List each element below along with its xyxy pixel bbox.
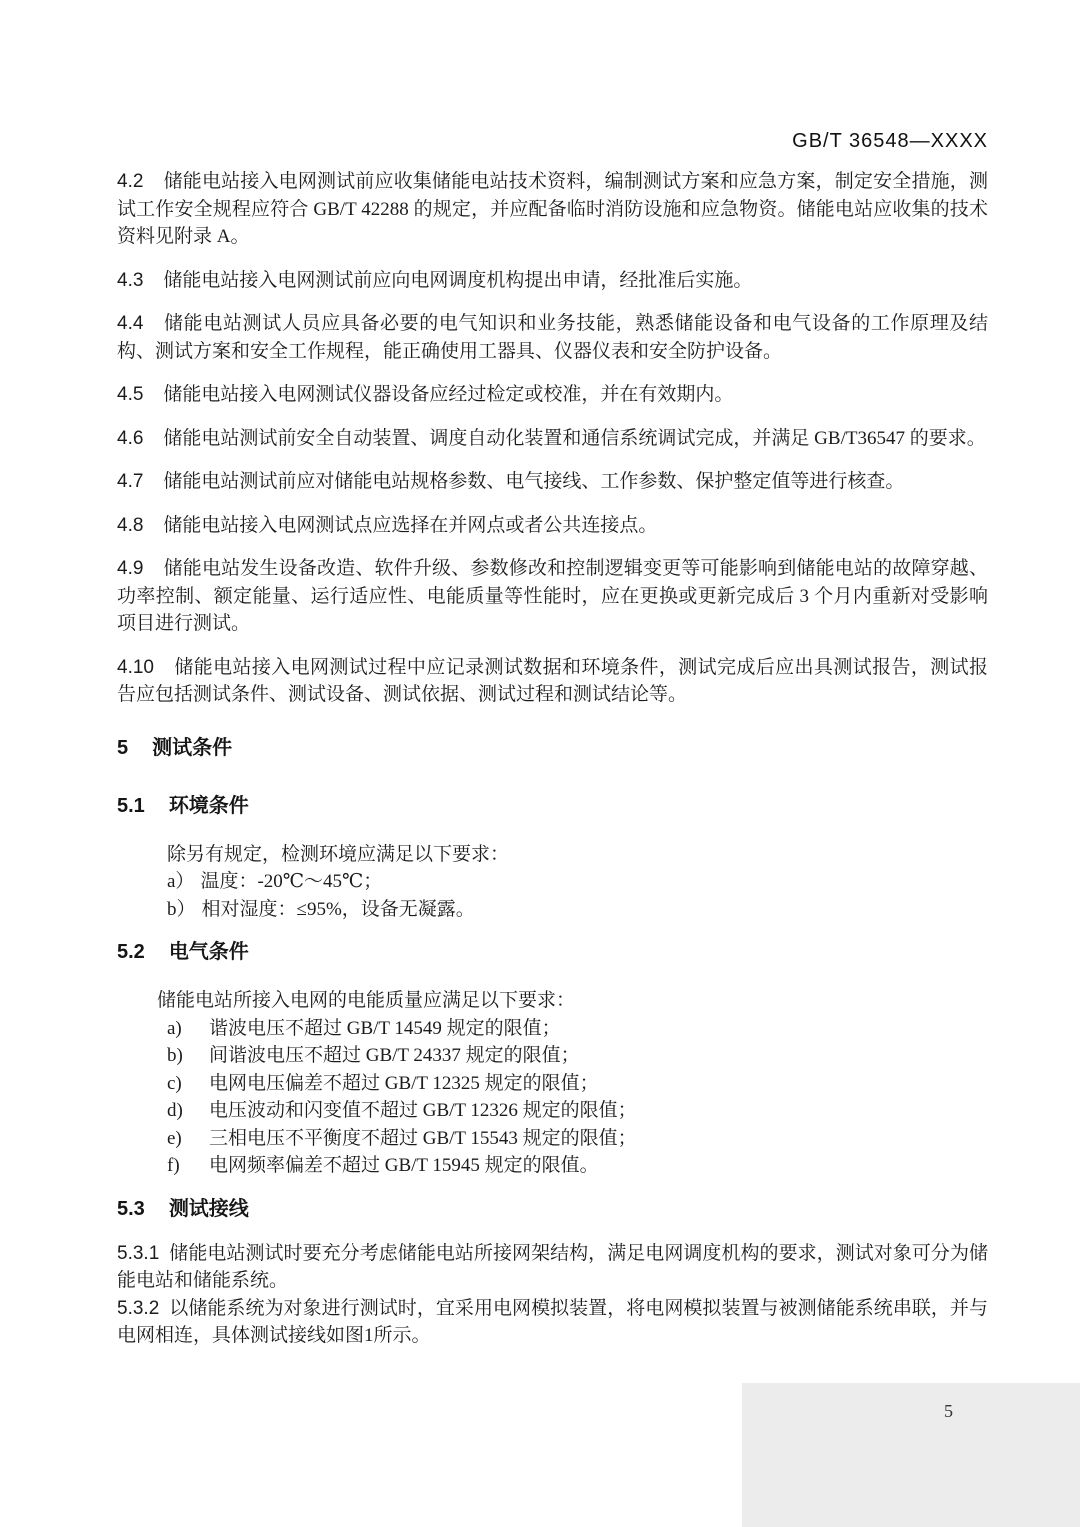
clause-text: 储能电站接入电网测试前应向电网调度机构提出申请，经批准后实施。 bbox=[163, 269, 753, 291]
clause-4-10 bbox=[117, 654, 988, 709]
section-number: 5 bbox=[117, 736, 129, 759]
clause-text: 以储能系统为对象进行测试时，宜采用电网模拟装置，将电网模拟装置与被测储能系统串联，并与电网相连，具体测试接线如图1所示。 bbox=[117, 1297, 988, 1346]
list-item-text: 温度：-20℃～45℃； bbox=[200, 871, 383, 892]
clause-number: 4.9 bbox=[117, 558, 144, 579]
clause-number: 4.10 bbox=[117, 656, 154, 678]
list-item-text: 电压波动和闪变值不超过 GB/T 12326 规定的限值； bbox=[209, 1100, 637, 1121]
section-5-1-heading bbox=[117, 795, 988, 817]
clause-text: 储能电站测试人员应具备必要的电气知识和业务技能，熟悉储能设备和电气设备的工作原理及结构、测试方案和安全工作规程，能正确使用工器具、仪器仪表和安全防护设备。 bbox=[117, 313, 988, 362]
section-5-1-intro: 除另有规定，检测环境应满足以下要求： bbox=[167, 843, 510, 865]
section-5-2-heading bbox=[117, 941, 988, 963]
list-item-5-2-e bbox=[117, 1125, 988, 1153]
list-item-label: d) bbox=[167, 1100, 183, 1121]
list-item-label: a） bbox=[167, 871, 195, 892]
clause-4-9 bbox=[117, 555, 988, 638]
clause-text: 储能电站接入电网测试前应收集储能电站技术资料，编制测试方案和应急方案，制定安全措施，测试工作安全规程应符合 GB/T 42288 的规定，并应配备临时消防设施和应急物资。储能电站应收集的技术资料见附录 A。 bbox=[117, 171, 988, 247]
section-title: 测试接线 bbox=[168, 1197, 249, 1220]
section-5-2-intro: 储能电站所接入电网的电能质量应满足以下要求： bbox=[157, 990, 576, 1011]
list-item-text: 相对湿度：≤95%，设备无凝露。 bbox=[201, 898, 475, 920]
list-item-label: b） bbox=[167, 898, 196, 920]
clause-4-3 bbox=[117, 267, 988, 295]
page-corner-shade bbox=[742, 1383, 1080, 1527]
clause-text: 储能电站接入电网测试仪器设备应经过检定或校准，并在有效期内。 bbox=[163, 384, 734, 405]
section-title: 测试条件 bbox=[152, 736, 233, 759]
list-item-5-2-c bbox=[117, 1070, 988, 1098]
list-item-5-2-d bbox=[117, 1097, 988, 1125]
clause-number: 4.6 bbox=[117, 427, 144, 449]
clause-text: 储能电站发生设备改造、软件升级、参数修改和控制逻辑变更等可能影响到储能电站的故障穿越、功率控制、额定能量、运行适应性、电能质量等性能时，应在更换或更新完成后 3 个月内重新对受影响项目进行测试。 bbox=[117, 558, 988, 634]
section-5-3-heading bbox=[117, 1198, 988, 1220]
section-number: 5.2 bbox=[117, 941, 145, 963]
page-number: 5 bbox=[944, 1401, 953, 1421]
list-item-5-1-b bbox=[117, 896, 988, 924]
list-item-label: b) bbox=[167, 1045, 183, 1066]
clause-number: 4.3 bbox=[117, 269, 144, 291]
clause-5-3-1 bbox=[117, 1240, 988, 1295]
list-item-label: c) bbox=[167, 1072, 182, 1094]
clause-text: 储能电站测试前安全自动装置、调度自动化装置和通信系统调试完成，并满足 GB/T36547 的要求。 bbox=[163, 427, 986, 449]
clause-number: 5.3.2 bbox=[117, 1297, 160, 1319]
list-item-5-2-f bbox=[117, 1152, 988, 1180]
clause-4-5 bbox=[117, 381, 988, 409]
list-item-label: a) bbox=[167, 1017, 182, 1039]
list-item-text: 间谐波电压不超过 GB/T 24337 规定的限值； bbox=[209, 1045, 580, 1066]
clause-number: 5.3.1 bbox=[117, 1242, 160, 1264]
clause-4-7 bbox=[117, 468, 988, 496]
list-item-5-2-a bbox=[117, 1015, 988, 1043]
clause-4-2 bbox=[117, 168, 988, 251]
list-item-text: 谐波电压不超过 GB/T 14549 规定的限值； bbox=[209, 1017, 561, 1039]
section-5-heading bbox=[117, 737, 988, 759]
clause-number: 4.4 bbox=[117, 313, 144, 334]
section-number: 5.3 bbox=[117, 1197, 145, 1220]
document-code-header: GB/T 36548—XXXX bbox=[792, 130, 988, 152]
section-title: 电气条件 bbox=[168, 941, 249, 963]
clause-text: 储能电站接入电网测试点应选择在并网点或者公共连接点。 bbox=[163, 514, 658, 536]
clause-number: 4.5 bbox=[117, 384, 144, 405]
list-item-5-2-b bbox=[117, 1042, 988, 1070]
section-number: 5.1 bbox=[117, 794, 145, 817]
page-content bbox=[117, 130, 988, 1350]
list-item-label: f) bbox=[167, 1155, 180, 1176]
clause-text: 储能电站测试时要充分考虑储能电站所接网架结构，满足电网调度机构的要求，测试对象可分为储能电站和储能系统。 bbox=[117, 1242, 988, 1291]
list-item-text: 电网频率偏差不超过 GB/T 15945 规定的限值。 bbox=[209, 1155, 599, 1176]
list-item-text: 三相电压不平衡度不超过 GB/T 15543 规定的限值； bbox=[209, 1127, 637, 1149]
clause-number: 4.7 bbox=[117, 471, 144, 492]
section-title: 环境条件 bbox=[168, 794, 249, 817]
list-item-label: e) bbox=[167, 1127, 182, 1149]
clause-number: 4.8 bbox=[117, 514, 144, 536]
clause-4-8 bbox=[117, 512, 988, 540]
list-item-text: 电网电压偏差不超过 GB/T 12325 规定的限值； bbox=[209, 1072, 599, 1094]
clause-4-6 bbox=[117, 425, 988, 453]
clause-5-3-2 bbox=[117, 1295, 988, 1350]
clause-text: 储能电站接入电网测试过程中应记录测试数据和环境条件，测试完成后应出具测试报告，测试报告应包括测试条件、测试设备、测试依据、测试过程和测试结论等。 bbox=[117, 656, 988, 705]
clause-4-4 bbox=[117, 310, 988, 365]
list-item-5-1-a bbox=[117, 868, 988, 896]
clause-number: 4.2 bbox=[117, 171, 144, 192]
clause-text: 储能电站测试前应对储能电站规格参数、电气接线、工作参数、保护整定值等进行核查。 bbox=[163, 471, 905, 492]
